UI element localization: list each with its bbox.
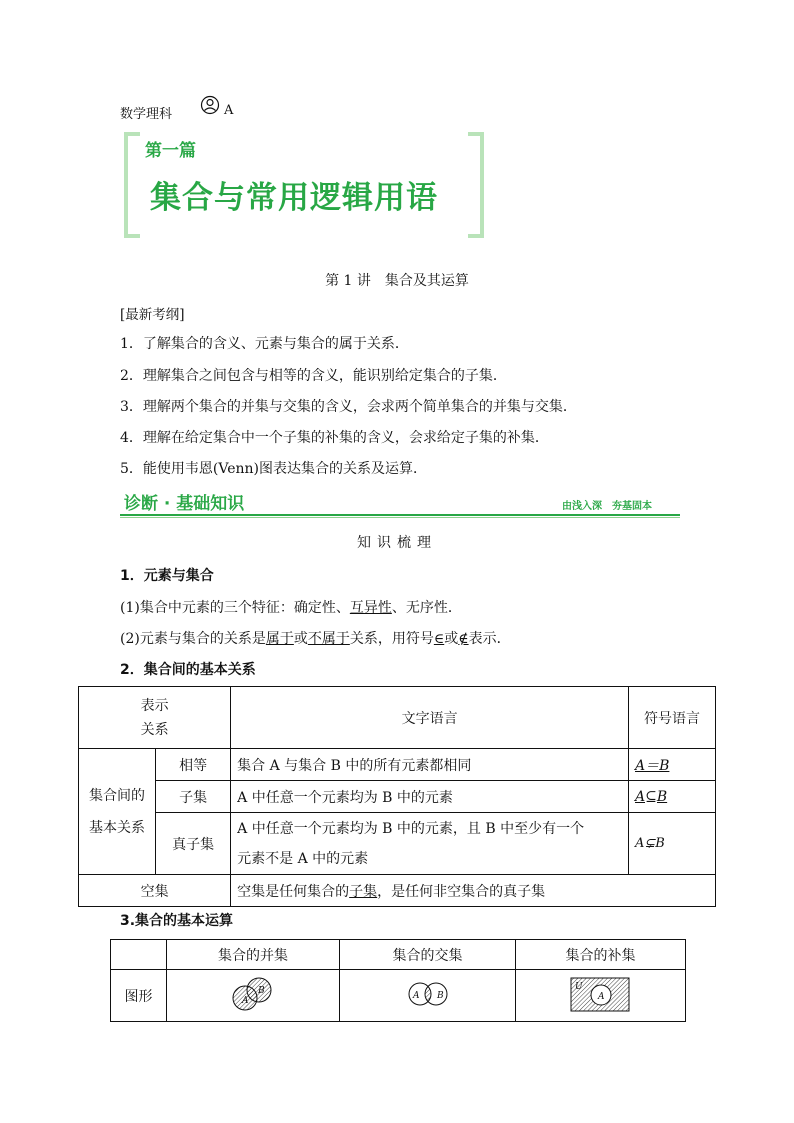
divider bbox=[120, 514, 680, 516]
answer-blank: 子集 bbox=[349, 883, 378, 900]
lecture-title: 第 1 讲 集合及其运算 bbox=[325, 273, 469, 289]
text: (1)集合中元素的三个特征：确定性、 bbox=[120, 600, 350, 616]
syllabus-item: 2．理解集合之间包含与相等的含义，能识别给定集合的子集． bbox=[120, 368, 507, 384]
subject-label: 数学理科 bbox=[120, 107, 173, 122]
person-icon bbox=[200, 95, 220, 119]
union-diagram-cell bbox=[167, 970, 340, 1022]
table-header-cell: 集合的交集 bbox=[340, 940, 516, 970]
intersection-diagram-cell bbox=[340, 970, 516, 1022]
section1-para1 bbox=[120, 597, 462, 617]
section1-para2 bbox=[120, 628, 511, 648]
part-label: 第一篇 bbox=[145, 141, 196, 161]
text: 关系，用符号 bbox=[349, 631, 434, 647]
answer-blank: ∈ bbox=[433, 631, 445, 647]
header-text: 关系 bbox=[140, 721, 169, 738]
knowledge-title: 知识梳理 bbox=[357, 535, 437, 551]
table-corner-cell bbox=[111, 940, 167, 970]
complement-diagram-cell bbox=[516, 970, 686, 1022]
relation-symbol: A＝B bbox=[629, 749, 716, 781]
syllabus-item: 1．了解集合的含义、元素与集合的属于关系． bbox=[120, 336, 409, 352]
group-text: 集合间的 bbox=[89, 787, 145, 804]
venn-label-b: B bbox=[258, 985, 265, 996]
banner-bracket-left bbox=[124, 132, 140, 238]
section3-heading: 3.集合的基本运算 bbox=[120, 913, 234, 929]
venn-label-u: U bbox=[574, 981, 583, 992]
venn-label-a: A bbox=[597, 991, 604, 1002]
banner-bracket-right bbox=[468, 132, 484, 238]
venn-label-b: B bbox=[436, 990, 444, 1001]
row-label: 图形 bbox=[111, 970, 167, 1022]
answer-blank: 不属于 bbox=[307, 631, 350, 647]
text: 元素不是 A 中的元素 bbox=[237, 850, 369, 867]
relation-text: 集合 A 与集合 B 中的所有元素都相同 bbox=[231, 749, 629, 781]
chapter-title: 集合与常用逻辑用语 bbox=[150, 180, 438, 216]
relation-name: 真子集 bbox=[156, 813, 231, 875]
diagnosis-title: 诊断 · 基础知识 bbox=[124, 494, 245, 514]
text: (2)元素与集合的关系是 bbox=[120, 631, 266, 647]
complement-venn-diagram bbox=[569, 974, 633, 1014]
relation-name: 相等 bbox=[156, 749, 231, 781]
header-text: 表示 bbox=[140, 697, 169, 714]
relation-name: 空集 bbox=[79, 875, 231, 907]
syllabus-item: 5．能使用韦恩(Venn)图表达集合的关系及运算． bbox=[120, 461, 427, 477]
table-header-cell: 集合的并集 bbox=[167, 940, 340, 970]
text: 空集是任何集合的 bbox=[237, 883, 350, 900]
relation-text: A 中任意一个元素均为 B 中的元素 bbox=[231, 781, 629, 813]
union-venn-diagram bbox=[223, 974, 283, 1014]
relation-text bbox=[231, 875, 716, 907]
answer-blank: ∉ bbox=[458, 631, 469, 647]
relation-symbol: A⊆B bbox=[629, 781, 716, 813]
answer-blank: 属于 bbox=[265, 631, 294, 647]
table-header-cell: 集合的补集 bbox=[516, 940, 686, 970]
table-row bbox=[111, 940, 686, 970]
venn-label-a: A bbox=[242, 995, 249, 1006]
operations-table bbox=[110, 939, 686, 1022]
relations-table bbox=[78, 686, 716, 907]
relation-symbol: A⊊B bbox=[629, 813, 716, 875]
table-row bbox=[79, 687, 716, 749]
text: 表示． bbox=[468, 631, 511, 647]
syllabus-item: 3．理解两个集合的并集与交集的含义，会求两个简单集合的并集与交集． bbox=[120, 399, 577, 415]
section2-heading: 2．集合间的基本关系 bbox=[120, 662, 256, 678]
table-header-cell: 文字语言 bbox=[231, 687, 629, 749]
divider bbox=[120, 517, 680, 518]
level-letter: A bbox=[224, 103, 234, 118]
answer-blank: 互异性 bbox=[349, 600, 392, 616]
table-row bbox=[79, 749, 716, 781]
syllabus-item: 4．理解在给定集合中一个子集的补集的含义，会求给定子集的补集． bbox=[120, 430, 549, 446]
diagnosis-subtitle: 由浅入深 夯基固本 bbox=[562, 501, 652, 512]
intersection-venn-diagram bbox=[398, 974, 458, 1014]
text: 或 bbox=[293, 631, 308, 647]
table-row bbox=[79, 813, 716, 875]
table-row bbox=[111, 970, 686, 1022]
venn-label-a: A bbox=[412, 990, 419, 1001]
group-text: 基本关系 bbox=[89, 819, 145, 836]
text: ，是任何非空集合的真子集 bbox=[377, 883, 546, 900]
table-header-cell: 符号语言 bbox=[629, 687, 716, 749]
text: 或 bbox=[444, 631, 459, 647]
table-header-cell bbox=[79, 687, 231, 749]
table-row bbox=[79, 781, 716, 813]
text: A 中任意一个元素均为 B 中的元素，且 B 中至少有一个 bbox=[237, 820, 585, 837]
relation-name: 子集 bbox=[156, 781, 231, 813]
syllabus-heading: [最新考纲] bbox=[120, 307, 185, 323]
relation-text bbox=[231, 813, 629, 875]
group-cell bbox=[79, 749, 156, 875]
section1-heading: 1．元素与集合 bbox=[120, 568, 214, 584]
text: 、无序性． bbox=[391, 600, 462, 616]
table-row bbox=[79, 875, 716, 907]
